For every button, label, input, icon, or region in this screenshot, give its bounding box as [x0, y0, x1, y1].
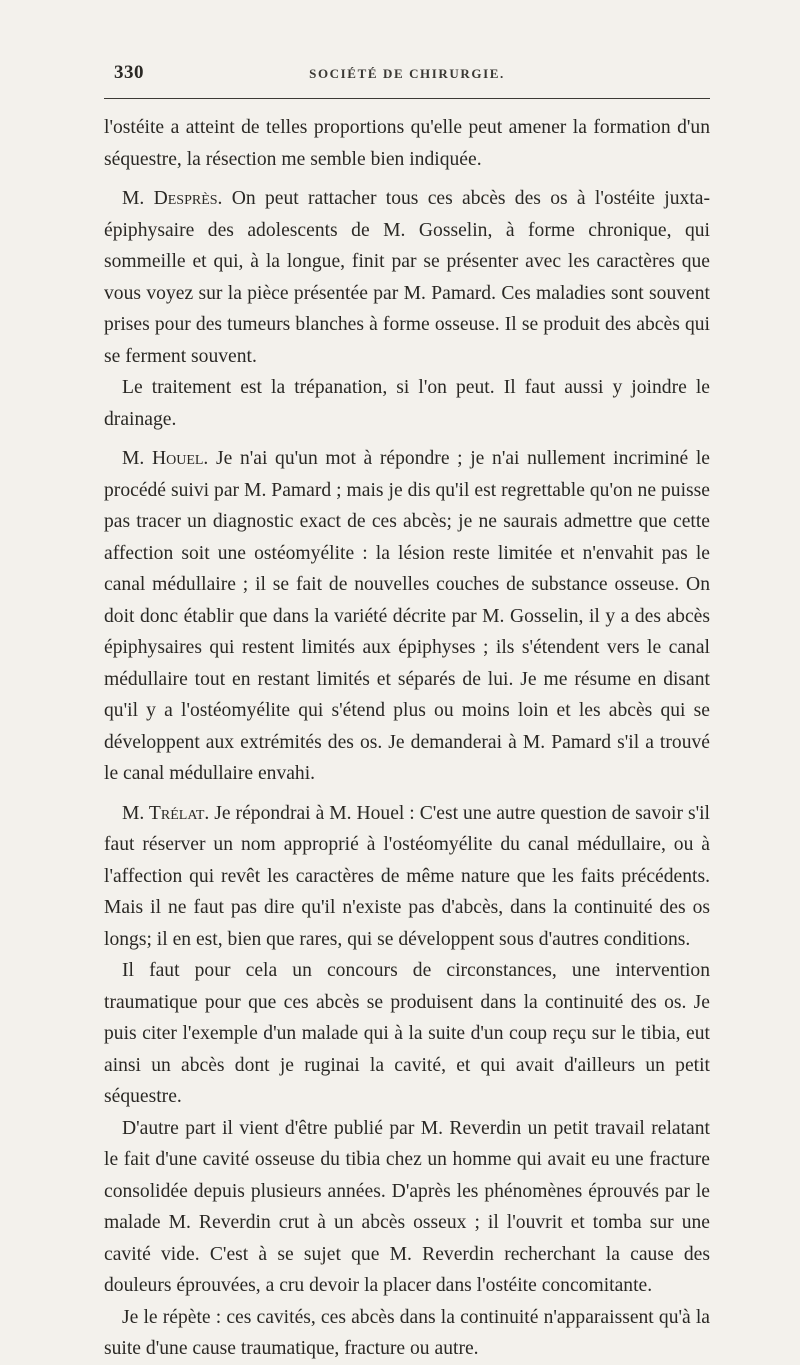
header-rule	[104, 98, 710, 99]
paragraph	[104, 1113, 710, 1302]
paragraph-text: Je répondrai à M. Houel : C'est une autre question de savoir s'il faut réserver un nom approprié à l'ostéomyélite du canal médullaire, ou à l'affection qui revêt les caractères de même nature que les faits précédents. Mais il ne faut pas dire qu'il n'existe pas d'abcès, dans la continuité des os longs; il en est, bien que rares, qui se développent sous d'autres conditions.	[104, 802, 710, 950]
paragraph	[104, 183, 710, 372]
paragraph	[104, 955, 710, 1113]
speaker-name: M. Desprès.	[122, 188, 223, 209]
paragraph-text: D'autre part il vient d'être publié par M. Reverdin un petit travail relatant le fait d'une cavité osseuse du tibia chez un homme qui avait eu une fracture consolidée depuis plusieurs années. D'après les phénomènes éprouvés par le malade M. Reverdin crut à un abcès osseux ; il l'ouvrit et tomba sur une cavité vide. C'est à se sujet que M. Reverdin recherchant la cause des douleurs éprouvées, a cru devoir la placer dans l'ostéite concomitante.	[104, 1117, 710, 1296]
body-text	[104, 112, 710, 1365]
paragraph-text: On peut rattacher tous ces abcès des os à l'ostéite juxta-épiphysaire des adolescents de M. Gosselin, à forme chronique, qui sommeille et qui, à la longue, finit par se présenter avec les caractères que vous voyez sur la pièce présentée par M. Pamard. Ces maladies sont souvent prises pour des tumeurs blanches à forme osseuse. Il se produit des abcès qui se ferment souvent.	[104, 188, 710, 367]
paragraph	[104, 372, 710, 435]
paragraph-text: Je n'ai qu'un mot à répondre ; je n'ai nullement incriminé le procédé suivi par M. Pamard ; mais je dis qu'il est regrettable qu'on ne puisse pas tracer un diagnostic exact de ces abcès; je ne saurais admettre que cette affection soit une ostéomyélite : la lésion reste limitée et n'envahit pas le canal médullaire ; il se fait de nouvelles couches de substance osseuse. On doit donc établir que dans la variété décrite par M. Gosselin, il y a des abcès épiphysaires qui restent limités aux épiphyses ; ils s'étendent vers le canal médullaire tout en restant limités et séparés de lui. Je me résume en disant qu'il y a l'ostéomyélite qui s'étend plus ou moins loin et les abcès qui se développent aux extrémités des os. Je demanderai à M. Pamard s'il a trouvé le canal médullaire envahi.	[104, 448, 711, 784]
paragraph-text: l'ostéite a atteint de telles proportions qu'elle peut amener la formation d'un séquestre, la résection me semble bien indiquée.	[104, 117, 710, 170]
running-title: SOCIÉTÉ DE CHIRURGIE.	[309, 66, 505, 81]
paragraph-text: Le traitement est la trépanation, si l'on peut. Il faut aussi y joindre le drainage.	[104, 377, 710, 430]
paragraph	[104, 1302, 710, 1365]
paragraph-text: Je le répète : ces cavités, ces abcès dans la continuité n'apparaissent qu'à la suite d'une cause traumatique, fracture ou autre.	[104, 1306, 710, 1359]
paragraph	[104, 443, 710, 790]
speaker-name: M. Trélat.	[122, 802, 210, 824]
page-header	[104, 62, 710, 86]
speaker-name: M. Houel.	[122, 448, 209, 469]
paragraph	[104, 112, 710, 175]
page-number: 330	[114, 62, 144, 83]
paragraph-text: Il faut pour cela un concours de circonstances, une intervention traumatique pour que ces abcès se produisent dans la continuité des os. Je puis citer l'exemple d'un malade qui à la suite d'un coup reçu sur le tibia, eut ainsi un abcès dont je ruginai la cavité, et qui avait d'ailleurs un petit séquestre.	[104, 960, 710, 1107]
paragraph	[104, 798, 710, 956]
